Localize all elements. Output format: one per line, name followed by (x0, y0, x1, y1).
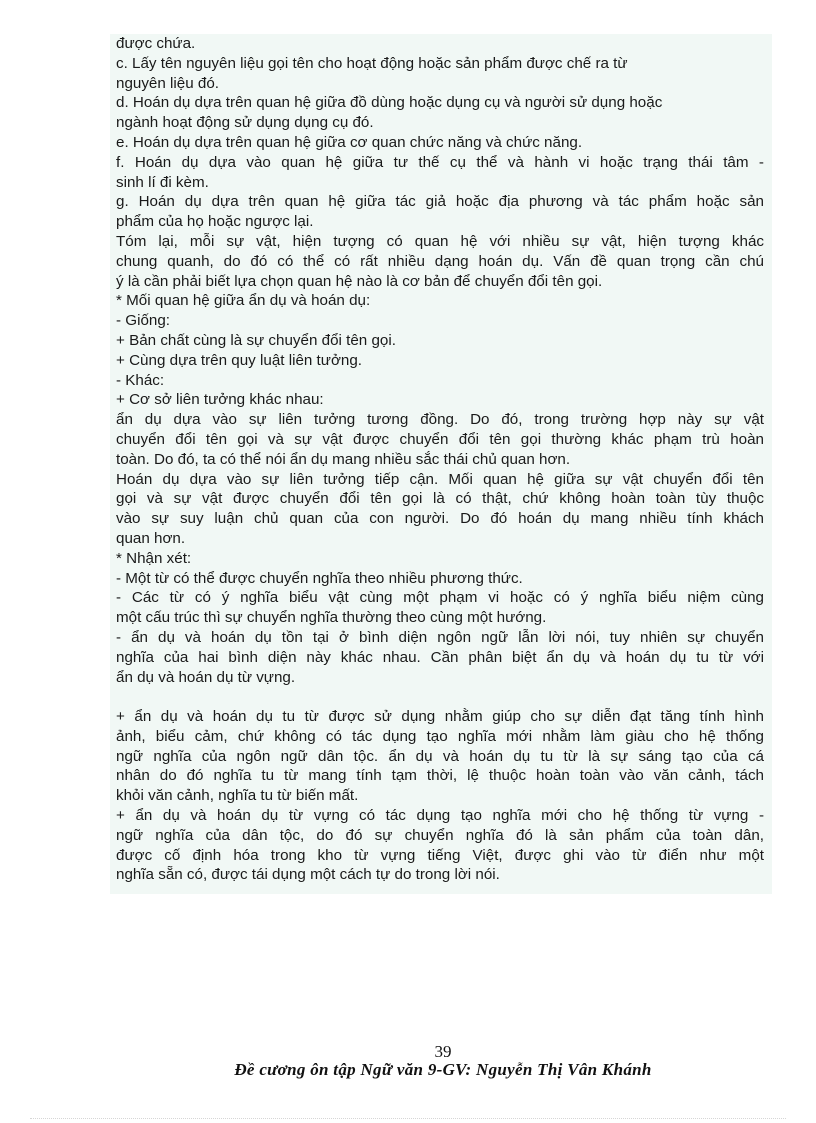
text-line: - ẩn dụ và hoán dụ tồn tại ở bình diện ngôn ngữ lẫn lời nói, tuy nhiên sự chuyển (116, 628, 764, 646)
text-line: nhân do đó nghĩa tu từ mang tính tạm thời, lệ thuộc hoàn toàn vào văn cảnh, tách (116, 767, 764, 785)
text-line: g. Hoán dụ dựa trên quan hệ giữa tác giả hoặc địa phương và tác phẩm hoặc sản (116, 193, 764, 211)
text-line: toàn. Do đó, ta có thể nói ẩn dụ mang nhiều sắc thái chủ quan hơn. (116, 450, 571, 468)
text-line: khỏi văn cảnh, nghĩa tu từ biến mất. (116, 787, 359, 805)
text-line: ngữ nghĩa của dân tộc, do đó sự chuyển nghĩa đó là sản phẩm của toàn dân, (116, 826, 764, 844)
text-line: vào sự suy luận chủ quan của con người. Do đó hoán dụ mang nhiều tính khách (116, 510, 764, 528)
text-line: - Giống: (116, 312, 171, 330)
text-line: + Bản chất cùng là sự chuyển đổi tên gọi. (116, 331, 396, 349)
text-line: nghĩa sẵn có, được tái dụng một cách tự do trong lời nói. (116, 866, 500, 884)
text-line: ẩn dụ dựa vào sự liên tưởng tương đồng. Do đó, trong trường hợp này sự vật (116, 411, 764, 429)
text-line: Hoán dụ dựa vào sự liên tưởng tiếp cận. Mối quan hệ giữa sự vật chuyển đổi tên (116, 470, 764, 488)
text-line: sinh lí đi kèm. (116, 173, 209, 191)
blank-line (116, 687, 764, 707)
text-line: được chứa. (116, 35, 196, 52)
text-line: nghĩa của hai bình diện này khác nhau. Cần phân biệt ẩn dụ và hoán dụ tu từ với (116, 648, 764, 666)
text-line: c. Lấy tên nguyên liệu gọi tên cho hoạt động hoặc sản phẩm được chế ra từ (116, 54, 628, 72)
page-bottom-divider (30, 1118, 786, 1119)
text-line: phẩm của họ hoặc ngược lại. (116, 213, 314, 231)
page-number: 39 (434, 1042, 452, 1061)
text-line: + Cơ sở liên tưởng khác nhau: (116, 391, 324, 409)
text-line: nguyên liệu đó. (116, 74, 220, 92)
text-line: d. Hoán dụ dựa trên quan hệ giữa đồ dùng hoặc dụng cụ và người sử dụng hoặc (116, 94, 663, 112)
text-line: * Nhận xét: (116, 549, 192, 567)
document-body (110, 34, 772, 894)
text-line: một cấu trúc thì sự chuyển nghĩa thường theo cùng một hướng. (116, 609, 547, 627)
text-line: chuyển đổi tên gọi và sự vật được chuyển đổi tên gọi thường khác phạm trù hoàn (116, 430, 764, 448)
text-line: + Cùng dựa trên quy luật liên tưởng. (116, 351, 363, 369)
text-line: ảnh, biểu cảm, chứ không có tác dụng tạo nghĩa mới nhằm làm giàu cho hệ thống (116, 727, 764, 745)
text-line: ẩn dụ và hoán dụ từ vựng. (116, 668, 296, 686)
text-line: + ẩn dụ và hoán dụ từ vựng có tác dụng tạo nghĩa mới cho hệ thống từ vựng - (116, 807, 764, 825)
text-line: ý là cần phải biết lựa chọn quan hệ nào là cơ bản để chuyển đổi tên gọi. (116, 272, 603, 290)
text-line: * Mối quan hệ giữa ẩn dụ và hoán dụ: (116, 292, 371, 310)
text-line: - Một từ có thể được chuyển nghĩa theo nhiều phương thức. (116, 569, 523, 587)
text-line: ngành hoạt động sử dụng dụng cụ đó. (116, 114, 374, 132)
text-line: - Các từ có ý nghĩa biểu vật cùng một phạm vi hoặc có ý nghĩa biểu niệm cùng (116, 589, 764, 607)
text-line: + ẩn dụ và hoán dụ tu từ được sử dụng nhằm giúp cho sự diễn đạt tăng tính hình (116, 708, 764, 726)
footer-title: Đề cương ôn tập Ngữ văn 9-GV: Nguyễn Thị Vân Khánh (234, 1060, 652, 1079)
text-line: e. Hoán dụ dựa trên quan hệ giữa cơ quan chức năng và chức năng. (116, 133, 583, 151)
text-line: - Khác: (116, 371, 165, 389)
text-line: gọi và sự vật được chuyển đổi tên gọi là có thật, chứ không hoàn toàn tùy thuộc (116, 490, 764, 508)
text-line: quan hơn. (116, 529, 186, 547)
text-line: Tóm lại, mỗi sự vật, hiện tượng có quan hệ với nhiều sự vật, hiện tượng khác (116, 232, 764, 250)
text-line: được cố định hóa trong kho từ vựng tiếng Việt, được ghi vào từ điển như một (116, 846, 764, 864)
text-line: f. Hoán dụ dựa vào quan hệ giữa tư thế cụ thể và hành vi hoặc trạng thái tâm - (116, 153, 764, 171)
text-line: ngữ nghĩa của ngôn ngữ dân tộc. ẩn dụ và hoán dụ tu từ là sự sáng tạo của cá (116, 747, 764, 765)
text-line: chung quanh, do đó có thể có rất nhiều dạng hoán dụ. Vấn đề quan trọng cần chú (116, 252, 764, 270)
